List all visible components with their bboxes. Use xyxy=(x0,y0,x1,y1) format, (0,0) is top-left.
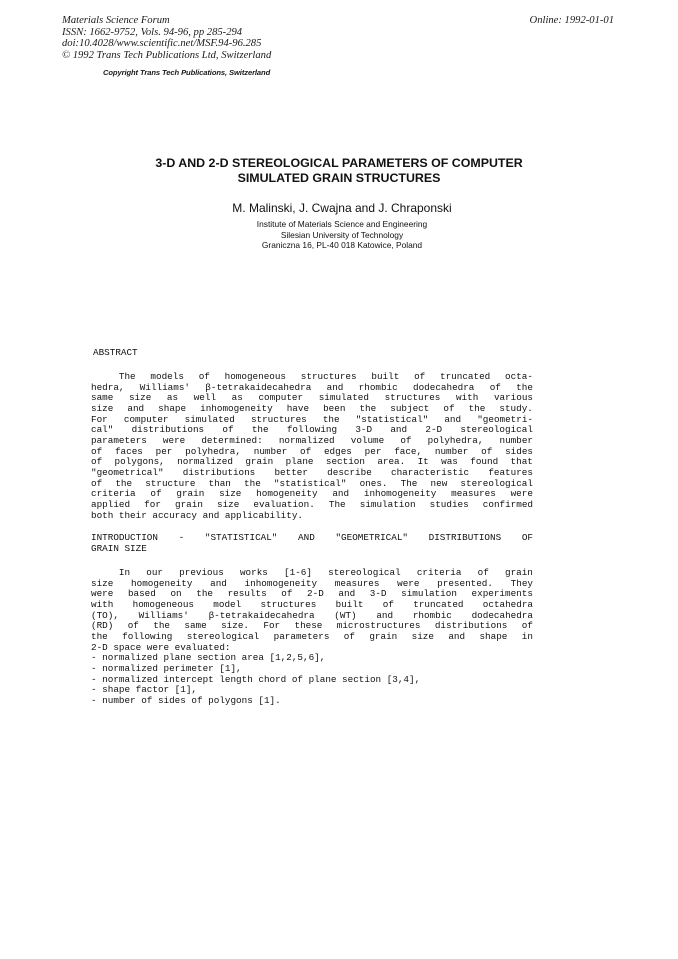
affiliation-line-2: Silesian University of Technology xyxy=(280,229,404,240)
affiliation-line-1: Institute of Materials Science and Engineering xyxy=(256,219,428,229)
text-line: both their accuracy and applicability. xyxy=(91,509,304,521)
text-line: - normalized intercept length chord of plane section [3,4], xyxy=(91,673,421,685)
journal-header xyxy=(62,15,271,61)
text-line: size homogeneity and inhomogeneity measures were presented. They xyxy=(91,577,533,589)
text-line: In our previous works [1-6] stereological criteria of grain xyxy=(118,567,533,578)
text-line: (TO), Williams' β-tetrakaidecahedra (WT) and rhombic dodecahedra xyxy=(91,609,533,621)
journal-name: Materials Science Forum xyxy=(62,15,170,26)
text-line: - normalized plane section area [1,2,5,6], xyxy=(91,652,326,664)
text-line: - normalized perimeter [1], xyxy=(91,662,242,674)
text-line: The models of homogeneous structures built of truncated octa- xyxy=(118,371,533,382)
text-line: - number of sides of polygons [1]. xyxy=(91,694,281,706)
text-line: "geometrical" distributions better describe characteristic features xyxy=(91,466,533,478)
text-line: size and shape inhomogeneity have been the subject of the study. xyxy=(91,402,533,414)
affiliation-line-3: Graniczna 16, PL-40 018 Katowice, Poland xyxy=(261,240,423,251)
abstract-body xyxy=(91,372,533,521)
text-line: cal" distributions of the following 3-D and 2-D stereological xyxy=(91,424,533,436)
text-line: criteria of grain size homogeneity and inhomogeneity measures were xyxy=(91,488,533,500)
doi-line[interactable]: doi:10.4028/www.scientific.net/MSF.94-96.285 xyxy=(62,38,262,50)
introduction-heading-line-2: GRAIN SIZE xyxy=(91,542,147,554)
affiliation xyxy=(0,219,678,251)
publisher-line: © 1992 Trans Tech Publications Ltd, Switzerland xyxy=(62,49,272,61)
introduction-heading xyxy=(91,533,533,554)
title-line-1: 3-D AND 2-D STEREOLOGICAL PARAMETERS OF COMPUTER xyxy=(155,156,523,170)
introduction-body xyxy=(91,568,533,707)
abstract-heading: ABSTRACT xyxy=(93,347,138,358)
text-line: hedra, Williams' β-tetrakaidecahedra and rhombic dodecahedra of the xyxy=(91,381,533,393)
authors: M. Malinski, J. Cwajna and J. Chraponski xyxy=(232,201,452,215)
text-line: applied for grain size evaluation. The simulation studies confirmed xyxy=(91,498,533,510)
text-line: (RD) of the same size. For these microstructures distributions of xyxy=(91,620,533,632)
text-line: - shape factor [1], xyxy=(91,684,198,696)
copyright-notice: Copyright Trans Tech Publications, Switzerland xyxy=(103,68,271,77)
text-line: parameters were determined: normalized volume of polyhedra, number xyxy=(91,434,533,446)
introduction-heading-line-1: INTRODUCTION - "STATISTICAL" AND "GEOMETRICAL" DISTRIBUTIONS OF xyxy=(91,532,533,543)
text-line: the following stereological parameters of grain size and shape in xyxy=(91,630,533,642)
text-line: of the structure than the "statistical" ones. The new stereological xyxy=(91,477,533,489)
paper-title xyxy=(0,156,678,186)
issn-line: ISSN: 1662-9752, Vols. 94-96, pp 285-294 xyxy=(62,26,243,38)
text-line: with homogeneous model structures built of truncated octahedra xyxy=(91,598,533,610)
text-line: For computer simulated structures the "statistical" and "geometri- xyxy=(91,413,533,425)
text-line: same size as well as computer simulated structures with various xyxy=(91,392,533,404)
text-line: were based on the results of 2-D and 3-D simulation experiments xyxy=(91,588,533,600)
title-line-2: SIMULATED GRAIN STRUCTURES xyxy=(237,171,441,185)
text-line: 2-D space were evaluated: xyxy=(91,641,231,653)
text-line: of polygons, normalized grain plane section area. It was found that xyxy=(91,456,533,468)
text-line: of faces per polyhedra, number of edges per face, number of sides xyxy=(91,445,533,457)
online-date: Online: 1992-01-01 xyxy=(529,15,614,26)
